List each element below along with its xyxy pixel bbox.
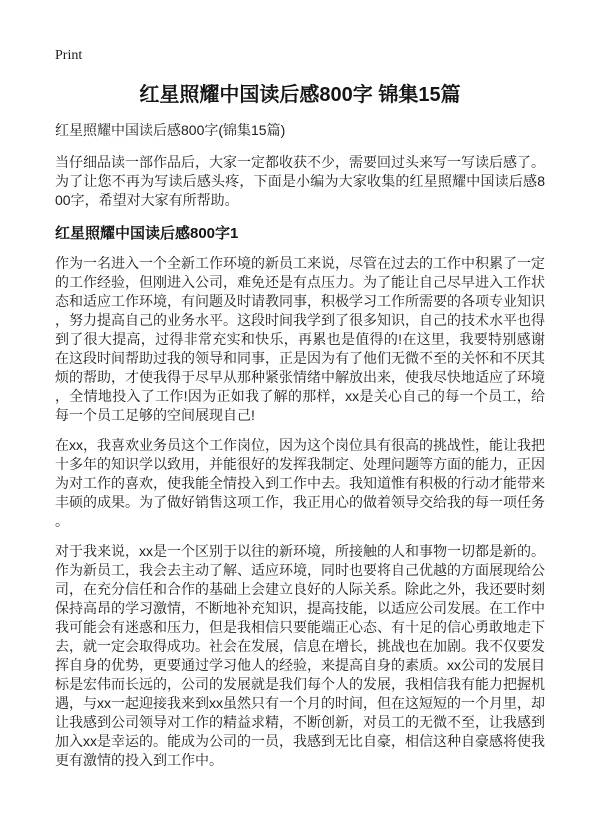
- print-button[interactable]: Print: [55, 48, 83, 63]
- body-paragraph: 对于我来说，xx是一个区别于以往的新环境，所接触的人和事物一切都是新的。作为新员工，我会去主动了解、适应环境，同时也要将自己优越的方面展现给公司，在充分信任和合作的基础上会建立良好的人际关系。除此之外，我还要时刻保持高昂的学习激情，不断地补充知识，提高技能，以适应公司发展。在工作中我可能会有迷惑和压力，但是我相信只要能端正心态、有十足的信心勇敢地走下去，就一定会取得成功。社会在发展，信息在增长，挑战也在加剧。我不仅要发挥自身的优势，更要通过学习他人的经验，来提高自身的素质。xx公司的发展目标是宏伟而长远的，公司的发展就是我们每个人的发展，我相信我有能力把握机遇，与xx一起迎接我来到xx虽然只有一个月的时间，但在这短短的一个月里，却让我感到公司领导对工作的精益求精，不断创新，对员工的无微不至，让我感到加入xx是幸运的。能成为公司的一员，我感到无比自豪，相信这种自豪感将使我更有激情的投入到工作中。: [55, 543, 545, 768]
- section-heading: 红星照耀中国读后感800字1: [55, 225, 239, 242]
- page-title: 红星照耀中国读后感800字 锦集15篇: [139, 84, 461, 106]
- document-subtitle: 红星照耀中国读后感800字(锦集15篇): [55, 122, 286, 138]
- body-paragraph: 作为一名进入一个全新工作环境的新员工来说，尽管在过去的工作中积累了一定的工作经验，但刚进入公司，难免还是有点压力。为了能让自己尽早进入工作状态和适应工作环境，有问题及时请教同事，积极学习工作所需要的各项专业知识，努力提高自己的业务水平。这段时间我学到了很多知识，自己的技术水平也得到了很大提高，过得非常充实和快乐，再累也是值得的!在这里，我要特别感谢在这段时间帮助过我的领导和同事，正是因为有了他们无微不至的关怀和不厌其烦的帮助，才使我得于尽早从那种紧张情绪中解放出来，使我尽快地适应了环境，全情地投入了工作!因为正如我了解的那样，xx是关心自己的每一个员工，给每一个员工足够的空间展现自己!: [55, 255, 545, 423]
- body-paragraph: 在xx，我喜欢业务员这个工作岗位，因为这个岗位具有很高的挑战性，能让我把十多年的知识学以致用，并能很好的发挥我制定、处理问题等方面的能力，正因为对工作的喜欢，使我能全情投入到工作中去。我知道惟有积极的行动才能带来丰硕的成果。为了做好销售这项工作，我正用心的做着领导交给我的每一项任务。: [55, 437, 545, 529]
- document-body: [55, 153, 545, 770]
- intro-paragraph: 当仔细品读一部作品后，大家一定都收获不少，需要回过头来写一写读后感了。为了让您不再为写读后感头疼，下面是小编为大家收集的红星照耀中国读后感800字，希望对大家有所帮助。: [55, 154, 545, 208]
